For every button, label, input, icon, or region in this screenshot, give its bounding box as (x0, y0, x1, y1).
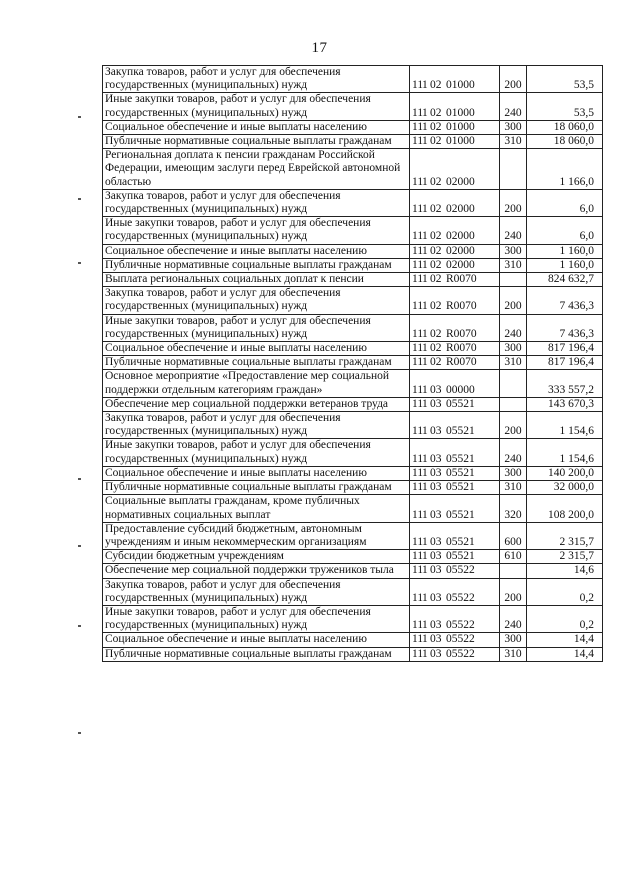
code-part: 1 (422, 633, 428, 646)
row-name: Предоставление субсидий бюджетным, автономным учреждениям и иным некоммерческим организациям (103, 522, 410, 549)
row-amount: 1 160,0 (527, 258, 603, 272)
table-row (103, 356, 603, 370)
code-part: 05521 (446, 535, 475, 548)
code-part: 01000 (446, 79, 475, 92)
scan-mark (78, 478, 81, 480)
table-row (103, 120, 603, 134)
page-number: 17 (311, 40, 328, 56)
row-expense-type: 240 (500, 93, 527, 120)
row-expense-type: 300 (500, 466, 527, 480)
budget-table-body (103, 66, 603, 662)
code-part: 1 (422, 342, 428, 355)
row-amount: 6,0 (527, 217, 603, 244)
code-part: 1 (422, 647, 428, 660)
code-part: 02 (430, 244, 442, 257)
code-part: 11 (412, 230, 424, 243)
code-part: 05522 (446, 564, 475, 577)
row-code (410, 647, 500, 661)
code-part: 02 (430, 79, 442, 92)
row-expense-type: 240 (500, 217, 527, 244)
row-expense-type: 320 (500, 495, 527, 522)
code-part: 05521 (446, 466, 475, 479)
row-amount: 14,6 (527, 564, 603, 578)
code-part: 1 (422, 481, 428, 494)
row-expense-type (500, 397, 527, 411)
row-code (410, 605, 500, 632)
table-row (103, 397, 603, 411)
code-part: 1 (422, 135, 428, 148)
code-part: 05522 (446, 647, 475, 660)
row-name: Социальное обеспечение и иные выплаты населению (103, 342, 410, 356)
row-name: Закупка товаров, работ и услуг для обеспечения государственных (муниципальных) нужд (103, 66, 410, 93)
code-part: 05521 (446, 425, 475, 438)
row-amount: 1 154,6 (527, 439, 603, 466)
code-part: 11 (412, 300, 424, 313)
code-part: 1 (422, 383, 428, 396)
code-part: 1 (422, 591, 428, 604)
row-code (410, 314, 500, 341)
table-row (103, 564, 603, 578)
code-part: 1 (422, 273, 428, 286)
code-part: 05521 (446, 481, 475, 494)
code-part: 03 (430, 466, 442, 479)
code-part: 02 (430, 327, 442, 340)
table-row (103, 412, 603, 439)
row-amount: 333 557,2 (527, 370, 603, 397)
row-name: Иные закупки товаров, работ и услуг для обеспечения государственных (муниципальных) нужд (103, 217, 410, 244)
code-part: 11 (412, 564, 424, 577)
code-part: 11 (412, 633, 424, 646)
row-name: Закупка товаров, работ и услуг для обеспечения государственных (муниципальных) нужд (103, 189, 410, 216)
code-part: R0070 (446, 342, 477, 355)
code-part: 02 (430, 203, 442, 216)
code-part: 02 (430, 300, 442, 313)
table-row (103, 189, 603, 216)
code-part: 1 (422, 120, 428, 133)
code-part: 1 (422, 327, 428, 340)
code-part: 05522 (446, 633, 475, 646)
row-name: Публичные нормативные социальные выплаты гражданам (103, 356, 410, 370)
code-part: R0070 (446, 327, 477, 340)
row-name: Публичные нормативные социальные выплаты гражданам (103, 647, 410, 661)
row-expense-type: 300 (500, 120, 527, 134)
row-code (410, 370, 500, 397)
code-part: 1 (422, 397, 428, 410)
code-part: 03 (430, 452, 442, 465)
code-part: 1 (422, 535, 428, 548)
code-part: 11 (412, 397, 424, 410)
row-expense-type (500, 370, 527, 397)
row-amount: 140 200,0 (527, 466, 603, 480)
code-part: 11 (412, 244, 424, 257)
table-row (103, 647, 603, 661)
row-code (410, 466, 500, 480)
row-name: Обеспечение мер социальной поддержки тружеников тыла (103, 564, 410, 578)
table-row (103, 342, 603, 356)
row-code (410, 550, 500, 564)
row-amount: 7 436,3 (527, 314, 603, 341)
row-code (410, 495, 500, 522)
row-expense-type (500, 149, 527, 190)
row-name: Региональная доплата к пенсии гражданам Российской Федерации, имеющим заслуги перед Еврейской автономной областью (103, 149, 410, 190)
table-row (103, 605, 603, 632)
code-part: 03 (430, 633, 442, 646)
row-code (410, 412, 500, 439)
row-expense-type: 310 (500, 481, 527, 495)
code-part: 05521 (446, 550, 475, 563)
code-part: 11 (412, 481, 424, 494)
table-row (103, 370, 603, 397)
table-row (103, 481, 603, 495)
code-part: 1 (422, 564, 428, 577)
row-amount: 32 000,0 (527, 481, 603, 495)
row-amount: 143 670,3 (527, 397, 603, 411)
table-row (103, 578, 603, 605)
row-code (410, 287, 500, 314)
table-row (103, 287, 603, 314)
row-expense-type: 240 (500, 314, 527, 341)
row-name: Субсидии бюджетным учреждениям (103, 550, 410, 564)
code-part: 11 (412, 591, 424, 604)
row-expense-type: 310 (500, 135, 527, 149)
code-part: 02 (430, 230, 442, 243)
row-code (410, 633, 500, 647)
code-part: 11 (412, 258, 424, 271)
code-part: 05521 (446, 397, 475, 410)
code-part: 11 (412, 106, 424, 119)
row-code (410, 522, 500, 549)
code-part: 02000 (446, 175, 475, 188)
code-part: 1 (422, 106, 428, 119)
row-name: Иные закупки товаров, работ и услуг для обеспечения государственных (муниципальных) нужд (103, 93, 410, 120)
table-row (103, 495, 603, 522)
row-name: Социальное обеспечение и иные выплаты населению (103, 120, 410, 134)
row-name: Обеспечение мер социальной поддержки ветеранов труда (103, 397, 410, 411)
row-name: Иные закупки товаров, работ и услуг для обеспечения государственных (муниципальных) нужд (103, 314, 410, 341)
row-code (410, 149, 500, 190)
code-part: 02 (430, 356, 442, 369)
code-part: 1 (422, 550, 428, 563)
code-part: 1 (422, 425, 428, 438)
row-expense-type: 600 (500, 522, 527, 549)
row-amount: 824 632,7 (527, 273, 603, 287)
row-code (410, 578, 500, 605)
code-part: 02 (430, 258, 442, 271)
row-amount: 53,5 (527, 93, 603, 120)
row-expense-type: 200 (500, 189, 527, 216)
row-expense-type: 240 (500, 605, 527, 632)
code-part: 02000 (446, 244, 475, 257)
code-part: 1 (422, 452, 428, 465)
code-part: 11 (412, 425, 424, 438)
row-amount: 817 196,4 (527, 342, 603, 356)
row-code (410, 273, 500, 287)
code-part: 03 (430, 535, 442, 548)
table-row (103, 522, 603, 549)
row-expense-type: 200 (500, 578, 527, 605)
row-expense-type: 310 (500, 647, 527, 661)
code-part: 02000 (446, 203, 475, 216)
table-row (103, 217, 603, 244)
row-expense-type: 200 (500, 412, 527, 439)
code-part: 03 (430, 564, 442, 577)
row-amount: 2 315,7 (527, 550, 603, 564)
row-code (410, 217, 500, 244)
row-amount: 0,2 (527, 578, 603, 605)
row-amount: 18 060,0 (527, 135, 603, 149)
row-expense-type: 300 (500, 342, 527, 356)
code-part: 1 (422, 300, 428, 313)
row-name: Выплата региональных социальных доплат к пенсии (103, 273, 410, 287)
row-amount: 1 154,6 (527, 412, 603, 439)
code-part: 03 (430, 619, 442, 632)
code-part: 11 (412, 356, 424, 369)
code-part: 03 (430, 550, 442, 563)
code-part: 11 (412, 135, 424, 148)
row-expense-type (500, 273, 527, 287)
code-part: 02 (430, 106, 442, 119)
row-name: Социальное обеспечение и иные выплаты населению (103, 244, 410, 258)
row-code (410, 120, 500, 134)
row-amount: 18 060,0 (527, 120, 603, 134)
row-code (410, 342, 500, 356)
row-code (410, 66, 500, 93)
row-expense-type: 240 (500, 439, 527, 466)
code-part: R0070 (446, 300, 477, 313)
scan-mark (78, 732, 81, 734)
code-part: 11 (412, 175, 424, 188)
table-row (103, 466, 603, 480)
row-amount: 6,0 (527, 189, 603, 216)
row-name: Иные закупки товаров, работ и услуг для обеспечения государственных (муниципальных) нужд (103, 605, 410, 632)
row-name: Социальное обеспечение и иные выплаты населению (103, 466, 410, 480)
row-expense-type: 200 (500, 66, 527, 93)
row-name: Социальные выплаты гражданам, кроме публичных нормативных социальных выплат (103, 495, 410, 522)
code-part: 03 (430, 647, 442, 660)
row-name: Закупка товаров, работ и услуг для обеспечения государственных (муниципальных) нужд (103, 578, 410, 605)
row-name: Публичные нормативные социальные выплаты гражданам (103, 258, 410, 272)
row-name: Закупка товаров, работ и услуг для обеспечения государственных (муниципальных) нужд (103, 412, 410, 439)
code-part: 01000 (446, 106, 475, 119)
row-name: Публичные нормативные социальные выплаты гражданам (103, 481, 410, 495)
row-name: Закупка товаров, работ и услуг для обеспечения государственных (муниципальных) нужд (103, 287, 410, 314)
code-part: 11 (412, 452, 424, 465)
code-part: 11 (412, 120, 424, 133)
code-part: 05522 (446, 591, 475, 604)
code-part: 1 (422, 244, 428, 257)
code-part: 03 (430, 591, 442, 604)
code-part: 11 (412, 383, 424, 396)
code-part: 1 (422, 258, 428, 271)
code-part: 05522 (446, 619, 475, 632)
row-code (410, 189, 500, 216)
scan-mark (78, 116, 81, 118)
row-expense-type: 300 (500, 244, 527, 258)
code-part: 01000 (446, 135, 475, 148)
row-amount: 53,5 (527, 66, 603, 93)
code-part: 11 (412, 508, 424, 521)
row-amount: 1 166,0 (527, 149, 603, 190)
table-row (103, 135, 603, 149)
code-part: 11 (412, 273, 424, 286)
row-code (410, 397, 500, 411)
row-name: Публичные нормативные социальные выплаты гражданам (103, 135, 410, 149)
row-expense-type (500, 564, 527, 578)
row-code (410, 481, 500, 495)
row-amount: 0,2 (527, 605, 603, 632)
row-code (410, 564, 500, 578)
code-part: 1 (422, 508, 428, 521)
scan-mark (78, 625, 81, 627)
row-expense-type: 610 (500, 550, 527, 564)
row-amount: 14,4 (527, 647, 603, 661)
code-part: 1 (422, 619, 428, 632)
code-part: 11 (412, 79, 424, 92)
code-part: 03 (430, 425, 442, 438)
row-amount: 7 436,3 (527, 287, 603, 314)
code-part: R0070 (446, 273, 477, 286)
row-code (410, 439, 500, 466)
row-code (410, 135, 500, 149)
row-expense-type: 300 (500, 633, 527, 647)
code-part: 02 (430, 120, 442, 133)
row-amount: 14,4 (527, 633, 603, 647)
code-part: 02 (430, 273, 442, 286)
table-row (103, 149, 603, 190)
row-code (410, 93, 500, 120)
code-part: 00000 (446, 383, 475, 396)
code-part: 1 (422, 356, 428, 369)
table-row (103, 633, 603, 647)
code-part: 11 (412, 203, 424, 216)
table-row (103, 314, 603, 341)
table-row (103, 550, 603, 564)
row-amount: 2 315,7 (527, 522, 603, 549)
scan-mark (78, 545, 81, 547)
code-part: 05521 (446, 452, 475, 465)
code-part: 1 (422, 79, 428, 92)
table-row (103, 244, 603, 258)
code-part: 02 (430, 342, 442, 355)
budget-table (102, 65, 603, 662)
code-part: 11 (412, 466, 424, 479)
code-part: 11 (412, 535, 424, 548)
code-part: 11 (412, 647, 424, 660)
code-part: 02 (430, 175, 442, 188)
code-part: 1 (422, 466, 428, 479)
code-part: 11 (412, 619, 424, 632)
code-part: 11 (412, 342, 424, 355)
row-expense-type: 200 (500, 287, 527, 314)
row-expense-type: 310 (500, 258, 527, 272)
code-part: 11 (412, 550, 424, 563)
code-part: 03 (430, 481, 442, 494)
row-amount: 817 196,4 (527, 356, 603, 370)
code-part: 02000 (446, 230, 475, 243)
code-part: R0070 (446, 356, 477, 369)
table-row (103, 258, 603, 272)
table-row (103, 66, 603, 93)
code-part: 03 (430, 397, 442, 410)
code-part: 11 (412, 327, 424, 340)
row-name: Иные закупки товаров, работ и услуг для обеспечения государственных (муниципальных) нужд (103, 439, 410, 466)
table-row (103, 273, 603, 287)
row-code (410, 356, 500, 370)
row-amount: 108 200,0 (527, 495, 603, 522)
row-code (410, 258, 500, 272)
row-code (410, 244, 500, 258)
table-row (103, 439, 603, 466)
code-part: 02000 (446, 258, 475, 271)
code-part: 1 (422, 230, 428, 243)
code-part: 1 (422, 175, 428, 188)
code-part: 02 (430, 135, 442, 148)
row-name: Основное мероприятие «Предоставление мер социальной поддержки отдельным категориям граждан» (103, 370, 410, 397)
scan-mark (78, 262, 81, 264)
code-part: 03 (430, 508, 442, 521)
code-part: 1 (422, 203, 428, 216)
row-name: Социальное обеспечение и иные выплаты населению (103, 633, 410, 647)
table-row (103, 93, 603, 120)
scan-mark (78, 198, 81, 200)
code-part: 01000 (446, 120, 475, 133)
code-part: 03 (430, 383, 442, 396)
row-amount: 1 160,0 (527, 244, 603, 258)
row-expense-type: 310 (500, 356, 527, 370)
code-part: 05521 (446, 508, 475, 521)
